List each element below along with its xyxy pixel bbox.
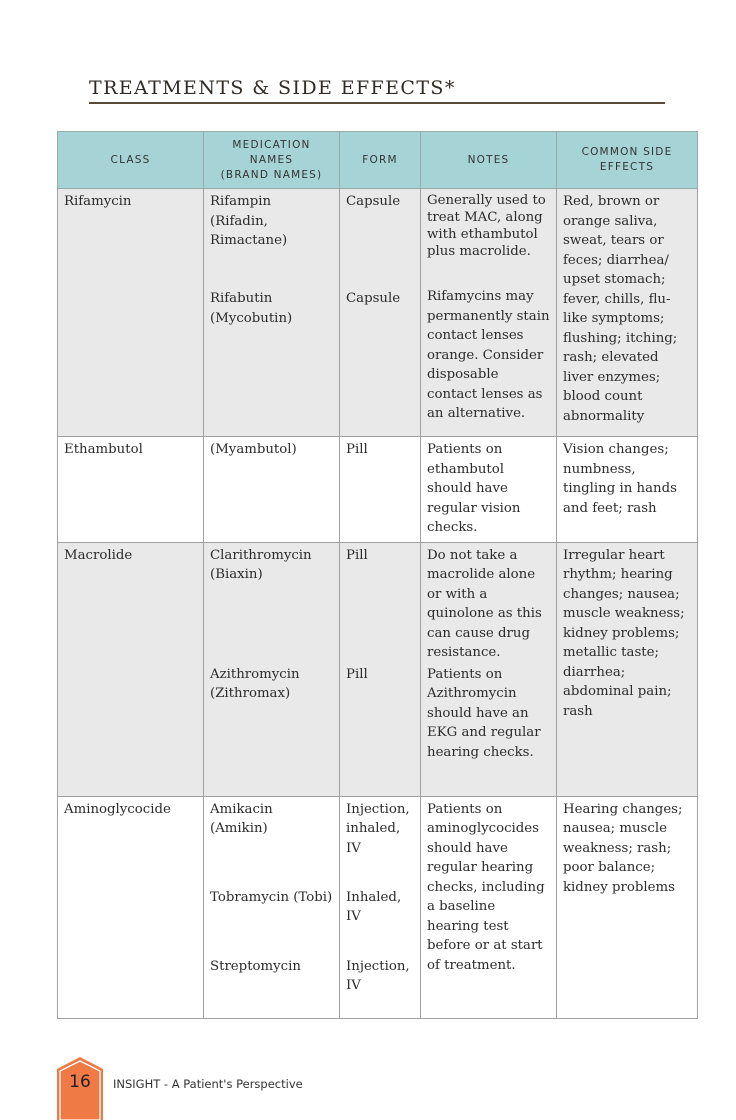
- medication-name: Tobramycin (Tobi): [210, 889, 333, 905]
- header-notes: NOTES: [421, 132, 557, 189]
- medication-name: Clarithromycin (Biaxin): [210, 547, 312, 582]
- header-side-effects: COMMON SIDE EFFECTS: [557, 132, 698, 189]
- form-value: Pill: [346, 547, 368, 563]
- cell-notes: [421, 437, 557, 543]
- medication-name: Streptomycin: [210, 958, 301, 974]
- cell-class: Aminoglycocide: [58, 796, 204, 1018]
- form-value: Pill: [346, 442, 368, 457]
- cell-medications: [204, 796, 340, 1018]
- medication-name: Rifampin (Rifadin, Rimactane): [210, 194, 288, 248]
- form-value: Pill: [346, 666, 368, 682]
- medication-name: Azithromycin (Zithromax): [210, 666, 300, 701]
- table-header-row: [58, 132, 698, 189]
- note-text: Patients on aminoglycocides should have regular hearing checks, including a baseline hearing test before or at start of treatment.: [427, 801, 545, 973]
- cell-medications: [204, 437, 340, 543]
- cell-side-effects: Red, brown or orange saliva, sweat, tears or feces; diarrhea/ upset stomach; fever, chills, flu-like symptoms; flushing; itching; rash; elevated liver enzymes; blood count abnormality: [557, 189, 698, 437]
- form-value: Capsule: [346, 194, 401, 209]
- cell-class: Macrolide: [58, 542, 204, 796]
- cell-class: Ethambutol: [58, 437, 204, 543]
- header-form: FORM: [340, 132, 421, 189]
- note-text: Patients on Azithromycin should have an EKG and regular hearing checks.: [427, 666, 541, 760]
- cell-forms: [340, 542, 421, 796]
- table-row: [58, 437, 698, 543]
- note-text: Patients on ethambutol should have regular vision checks.: [427, 442, 521, 535]
- cell-notes: [421, 796, 557, 1018]
- cell-forms: [340, 796, 421, 1018]
- form-value: Capsule: [346, 291, 401, 306]
- header-class: CLASS: [58, 132, 204, 189]
- cell-notes: [421, 189, 557, 437]
- footer-title: INSIGHT - A Patient's Perspective: [113, 1077, 303, 1091]
- form-value: Injection, inhaled, IV: [346, 801, 410, 856]
- form-value: Inhaled, IV: [346, 889, 402, 924]
- medication-name: (Myambutol): [210, 442, 297, 457]
- header-medication-names: MEDICATION NAMES (BRAND NAMES): [204, 132, 340, 189]
- page-number: 16: [69, 1072, 91, 1092]
- treatments-table: [57, 131, 698, 1019]
- cell-forms: [340, 437, 421, 543]
- cell-medications: [204, 542, 340, 796]
- note-text: Generally used to treat MAC, along with ethambutol plus macrolide.: [427, 193, 546, 259]
- form-value: Injection, IV: [346, 958, 410, 993]
- cell-medications: [204, 189, 340, 437]
- table-row: [58, 796, 698, 1018]
- page-title: TREATMENTS & SIDE EFFECTS*: [89, 77, 456, 99]
- title-divider: [89, 102, 665, 104]
- cell-forms: [340, 189, 421, 437]
- cell-class: Rifamycin: [58, 189, 204, 437]
- cell-notes: [421, 542, 557, 796]
- note-text: Do not take a macrolide alone or with a quinolone as this can cause drug resistance.: [427, 547, 542, 660]
- note-text: Rifamycins may permanently stain contact lenses orange. Consider disposable contact lenses as an alternative.: [427, 289, 550, 421]
- cell-side-effects: Vision changes; numbness, tingling in hands and feet; rash: [557, 437, 698, 543]
- cell-side-effects: Hearing changes; nausea; muscle weakness; rash; poor balance; kidney problems: [557, 796, 698, 1018]
- medication-name: Rifabutin (Mycobutin): [210, 291, 293, 326]
- medication-name: Amikacin (Amikin): [210, 801, 273, 836]
- table-row: [58, 189, 698, 437]
- cell-side-effects: Irregular heart rhythm; hearing changes; nausea; muscle weakness; kidney problems; metallic taste; diarrhea; abdominal pain; rash: [557, 542, 698, 796]
- table-row: [58, 542, 698, 796]
